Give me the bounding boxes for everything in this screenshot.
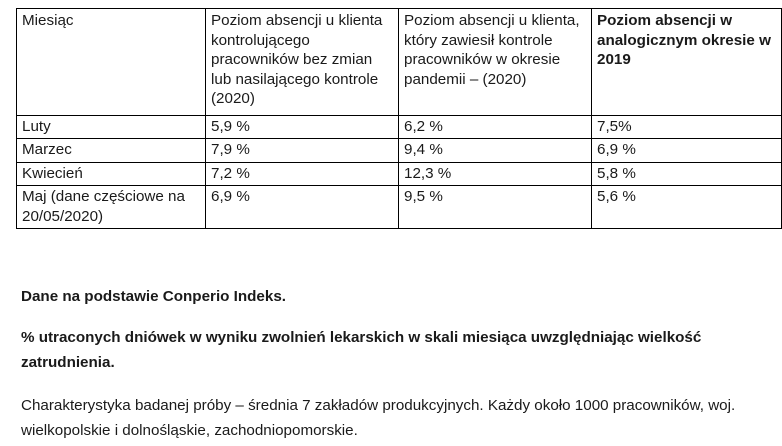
table-row — [17, 186, 782, 229]
cell-month: Kwiecień — [17, 162, 206, 186]
cell-value: 5,8 % — [592, 162, 782, 186]
cell-value: 7,2 % — [206, 162, 399, 186]
table-row — [17, 115, 782, 139]
header-suspended-client: Poziom absencji u klienta, który zawiesił kontrole pracowników w okresie pandemii – (2020) — [399, 9, 592, 116]
header-month: Miesiąc — [17, 9, 206, 116]
definition-note: % utraconych dniówek w wyniku zwolnień lekarskich w skali miesiąca uwzględniając wielkość zatrudnienia. — [21, 329, 702, 371]
cell-value: 5,6 % — [592, 186, 782, 229]
cell-value: 7,5% — [592, 115, 782, 139]
cell-value: 6,9 % — [592, 139, 782, 163]
cell-value: 12,3 % — [399, 162, 592, 186]
table-row — [17, 139, 782, 163]
cell-value: 6,9 % — [206, 186, 399, 229]
cell-value: 6,2 % — [399, 115, 592, 139]
cell-value: 7,9 % — [206, 139, 399, 163]
table-row — [17, 162, 782, 186]
sample-description: Charakterystyka badanej próby – średnia 7 zakładów produkcyjnych. Każdy około 1000 pracowników, woj. wielkopolskie i dolnośląskie, zachodniopomorskie. — [21, 397, 736, 439]
source-note: Dane na podstawie Conperio Indeks. — [21, 288, 286, 305]
cell-value: 9,4 % — [399, 139, 592, 163]
header-controlling-client: Poziom absencji u klienta kontrolującego pracowników bez zmian lub nasilającego kontrole (2020) — [206, 9, 399, 116]
cell-month: Maj (dane częściowe na 20/05/2020) — [17, 186, 206, 229]
header-2019: Poziom absencji w analogicznym okresie w 2019 — [592, 9, 782, 116]
absence-table — [16, 8, 782, 229]
cell-value: 5,9 % — [206, 115, 399, 139]
table-header-row — [17, 9, 782, 116]
cell-value: 9,5 % — [399, 186, 592, 229]
cell-month: Luty — [17, 115, 206, 139]
cell-month: Marzec — [17, 139, 206, 163]
